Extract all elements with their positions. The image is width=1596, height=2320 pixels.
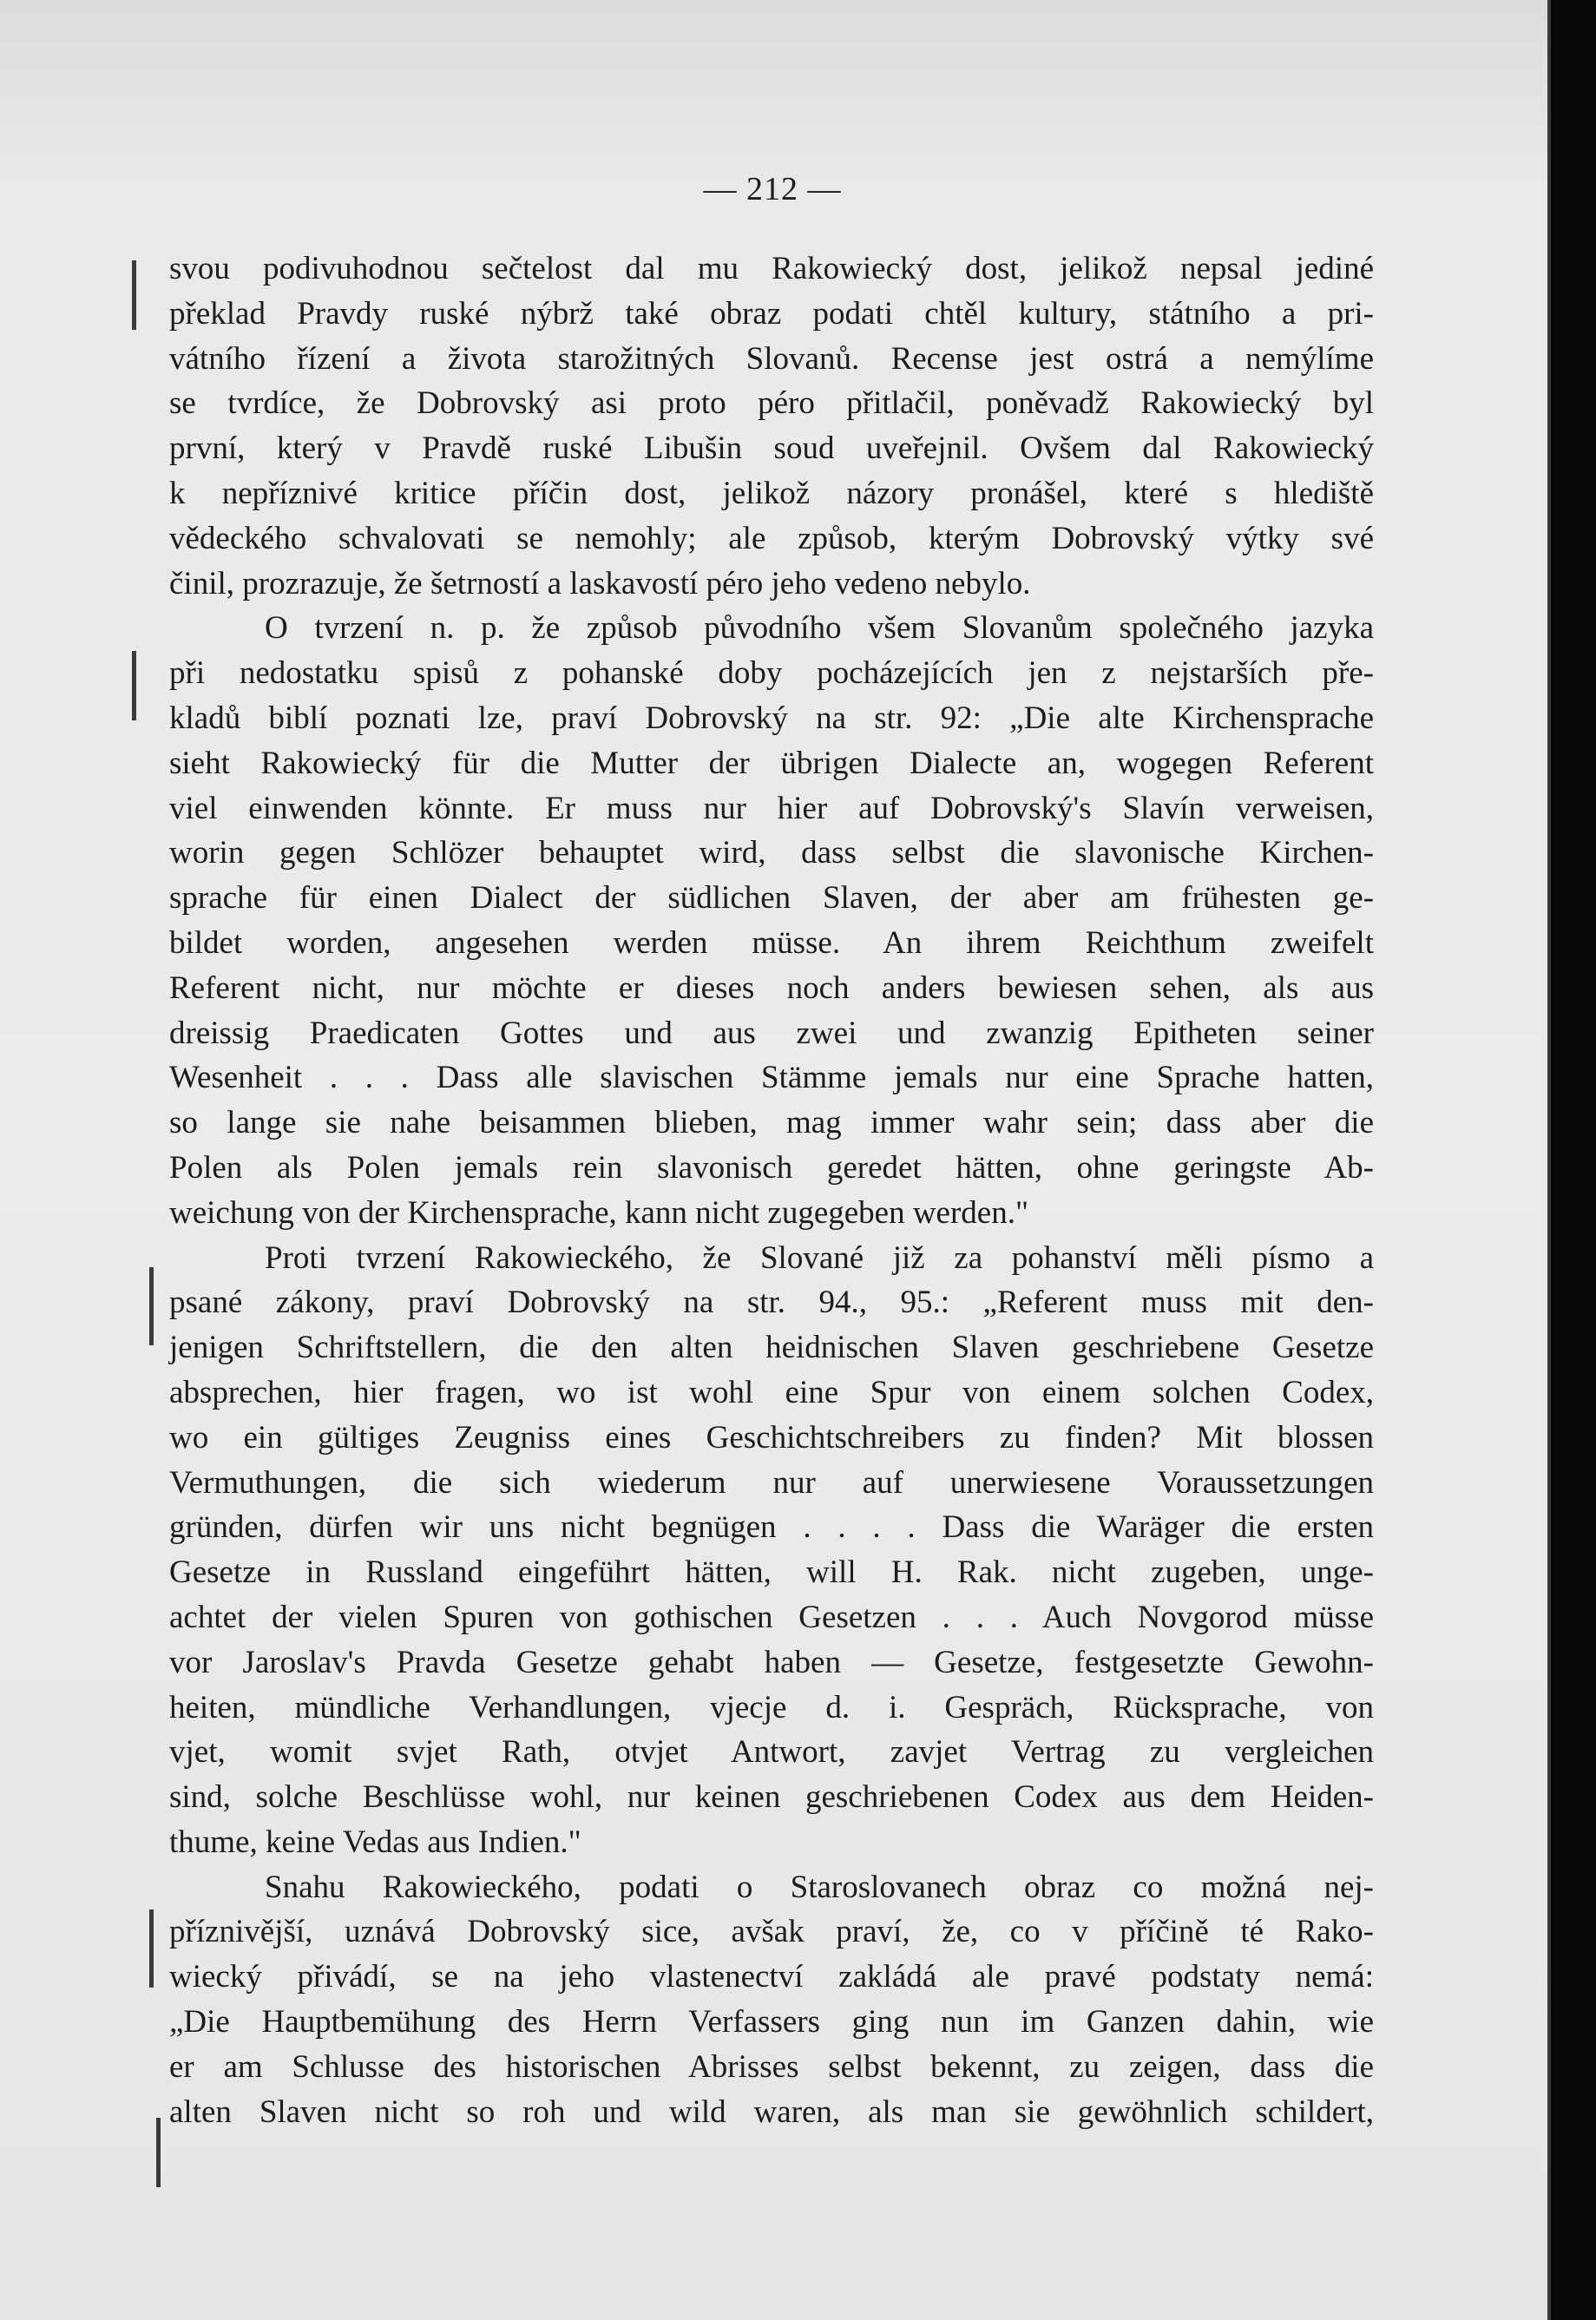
text-line: Gesetze in Russland eingeführt hätten, will H. Rak. nicht zugeben, unge-: [169, 1554, 1374, 1591]
text-line: jenigen Schriftstellern, die den alten heidnischen Slaven geschriebene Gesetze: [169, 1330, 1374, 1366]
text-line: vjet, womit svjet Rath, otvjet Antwort, zavjet Vertrag zu vergleichen: [169, 1734, 1374, 1771]
text-line: Polen als Polen jemals rein slavonisch geredet hätten, ohne geringste Ab-: [169, 1149, 1374, 1186]
text-line: alten Slaven nicht so roh und wild waren, als man sie gewöhnlich schildert,: [169, 2093, 1374, 2130]
text-line: vědeckého schvalovati se nemohly; ale způsob, kterým Dobrovský výtky své: [169, 520, 1374, 556]
text-line: překlad Pravdy ruské nýbrž také obraz podati chtěl kultury, státního a pri-: [169, 295, 1374, 332]
body-text: [169, 246, 1374, 2134]
text-line: k nepříznivé kritice příčin dost, jelikož názory pronášel, které s hlediště: [169, 475, 1374, 511]
text-line: Proti tvrzení Rakowieckého, že Slované již za pohanství měli písmo a: [265, 1239, 1374, 1276]
text-line: er am Schlusse des historischen Abrisses selbst bekennt, zu zeigen, dass die: [169, 2048, 1374, 2085]
text-line: Snahu Rakowieckého, podati o Staroslovanech obraz co možná nej-: [265, 1869, 1374, 1905]
text-line: svou podivuhodnou sečtelost dal mu Rakowiecký dost, jelikož nepsal jediné: [169, 251, 1374, 286]
text-line: absprechen, hier fragen, wo ist wohl eine Spur von einem solchen Codex,: [169, 1374, 1374, 1410]
margin-mark: [132, 651, 136, 720]
text-line: vátního řízení a života starožitných Slovanů. Recense jest ostrá a nemýlíme: [169, 340, 1374, 377]
text-line: O tvrzení n. p. že způsob původního všem Slovanům společného jazyka: [265, 610, 1374, 647]
text-line: při nedostatku spisů z pohanské doby pocházejících jen z nejstarších pře-: [169, 655, 1374, 692]
margin-mark: [156, 2118, 161, 2187]
text-line: viel einwenden könnte. Er muss nur hier auf Dobrovský's Slavín verweisen,: [169, 790, 1374, 826]
page-number: — 212 —: [703, 171, 842, 207]
margin-mark: [149, 1267, 154, 1345]
text-line: činil, prozrazuje, že šetrností a laskavostí péro jeho vedeno nebylo.: [169, 565, 1031, 601]
text-line: bildet worden, angesehen werden müsse. An ihrem Reichthum zweifelt: [169, 924, 1374, 961]
text-line: kladů biblí poznati lze, praví Dobrovský na str. 92: „Die alte Kirchensprache: [169, 700, 1374, 736]
text-line: příznivější, uznává Dobrovský sice, avšak praví, že, co v příčině té Rako-: [169, 1914, 1374, 1950]
text-line: sieht Rakowiecký für die Mutter der übrigen Dialecte an, wogegen Referent: [169, 745, 1374, 781]
text-line: „Die Hauptbemühung des Herrn Verfassers ging nun im Ganzen dahin, wie: [169, 2004, 1374, 2041]
text-line: heiten, mündliche Verhandlungen, vjecje d. i. Gespräch, Rücksprache, von: [169, 1689, 1374, 1725]
scan-border: [1551, 0, 1596, 2320]
text-line: wiecký přivádí, se na jeho vlastenectví zakládá ale pravé podstaty nemá:: [169, 1959, 1374, 1995]
text-line: wo ein gültiges Zeugniss eines Geschichtschreibers zu finden? Mit blossen: [169, 1419, 1374, 1456]
text-line: sprache für einen Dialect der südlichen Slaven, der aber am frühesten ge-: [169, 880, 1374, 917]
text-line: sind, solche Beschlüsse wohl, nur keinen geschriebenen Codex aus dem Heiden-: [169, 1779, 1374, 1816]
text-line: vor Jaroslav's Pravda Gesetze gehabt haben — Gesetze, festgesetzte Gewohn-: [169, 1644, 1374, 1680]
text-line: Referent nicht, nur möchte er dieses noch anders bewiesen sehen, als aus: [169, 969, 1374, 1006]
text-line: dreissig Praedicaten Gottes und aus zwei und zwanzig Epitheten seiner: [169, 1015, 1374, 1051]
text-line: weichung von der Kirchensprache, kann nicht zugegeben werden.": [169, 1194, 1029, 1231]
text-line: psané zákony, praví Dobrovský na str. 94., 95.: „Referent muss mit den-: [169, 1285, 1374, 1321]
margin-mark: [132, 260, 136, 330]
text-line: gründen, dürfen wir uns nicht begnügen . . . . Dass die Waräger die ersten: [169, 1509, 1374, 1546]
text-line: achtet der vielen Spuren von gothischen Gesetzen . . . Auch Novgorod müsse: [169, 1599, 1374, 1635]
text-line: so lange sie nahe beisammen blieben, mag immer wahr sein; dass aber die: [169, 1105, 1374, 1141]
margin-mark: [149, 1909, 154, 1988]
text-line: worin gegen Schlözer behauptet wird, dass selbst die slavonische Kirchen-: [169, 835, 1374, 871]
text-line: první, který v Pravdě ruské Libušin soud uveřejnil. Ovšem dal Rakowiecký: [169, 430, 1374, 467]
text-line: thume, keine Vedas aus Indien.": [169, 1824, 581, 1860]
text-line: se tvrdíce, že Dobrovský asi proto péro přitlačil, poněvadž Rakowiecký byl: [169, 385, 1374, 422]
text-line: Vermuthungen, die sich wiederum nur auf unerwiesene Voraussetzungen: [169, 1464, 1374, 1501]
text-line: Wesenheit . . . Dass alle slavischen Stämme jemals nur eine Sprache hatten,: [169, 1060, 1374, 1096]
